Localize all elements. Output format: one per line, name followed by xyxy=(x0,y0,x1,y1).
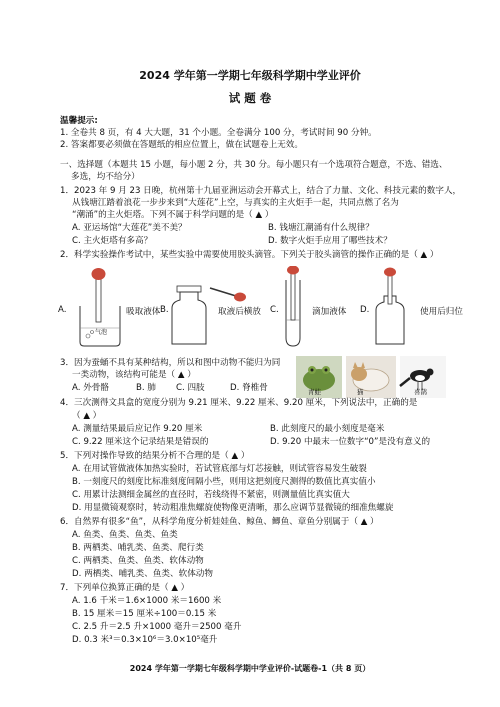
q6-option-d: D. 两栖类、哺乳类、鱼类、软体动物 xyxy=(72,569,213,579)
figure-d-dropper-bottle-icon xyxy=(376,268,404,345)
q1-option-c: C. 主火炬塔有多高？ xyxy=(72,236,153,246)
q1-option-b: B. 钱塘江潮涌有什么规律？ xyxy=(268,223,374,233)
q5-stem: 5．下列对操作导致的结果分析不合理的是（ ▲ ） xyxy=(60,451,250,461)
q2-label-d: D. xyxy=(360,305,370,315)
q2-text-d: 使用后归位 xyxy=(420,307,463,317)
q7-option-a: A. 1.6 千米＝1.6×1000 米＝1600 米 xyxy=(72,596,222,606)
q4-option-a: A. 测量结果最后应记作 9.20 厘米 xyxy=(72,424,203,434)
q4-stem-2: （ ▲ ） xyxy=(72,411,102,421)
q2-label-c: C. xyxy=(270,305,279,315)
q7-option-b: B. 15 厘米＝15 厘米÷100＝0.15 米 xyxy=(72,609,217,619)
figure-c-test-tube-icon xyxy=(286,266,300,346)
q4-option-c: C. 9.22 厘米这个记录结果是错误的 xyxy=(72,437,209,447)
q4-option-d: D. 9.20 中最末一位数字“0”是没有意义的 xyxy=(270,437,431,447)
section-heading-cont: 多选，均不给分） xyxy=(71,172,140,182)
q3-stem-2: 一类动物，该结构可能是（ ▲ ） xyxy=(72,370,196,380)
q3-option-c: C. 四肢 xyxy=(176,383,205,393)
q7-stem: 7．下列单位换算正确的是（ ▲ ） xyxy=(60,583,190,593)
q3-img-label-frog: 青蛙 xyxy=(308,388,321,396)
q2-note-bubble: 气泡 xyxy=(95,329,108,336)
q1-option-d: D. 数字火炬手应用了哪些技术？ xyxy=(268,236,392,246)
q3-stem-1: 3．因为蚕蛹不具有某种结构，所以和图中动物不能归为同 xyxy=(60,358,281,368)
q5-option-a: A. 在用试管做液体加热实验时，若试管底部与灯芯接触，则试管容易发生破裂 xyxy=(72,464,367,474)
q5-option-c: C. 用累计法测细金属丝的直径时，若线绕得不紧密，则测量值比真实值大 xyxy=(72,490,350,500)
q1-stem-2: 从钱塘江踏着浪花一步步来到“大莲花”上空，与真实的主火炬手一起，共同点燃了名为 xyxy=(72,198,399,208)
q1-stem-1: 1．2023 年 9 月 23 日晚，杭州第十九届亚洲运动会开幕式上，结合了力量、文化、科技元素的数字人， xyxy=(60,186,462,196)
q3-option-a: A. 外骨骼 xyxy=(72,383,109,393)
exam-title: 2024 学年第一学期七年级科学期中学业评价 xyxy=(139,69,361,82)
tips-heading: 温馨提示: xyxy=(60,116,98,126)
q2-stem: 2．科学实验操作考试中，某些实验中需要使用胶头滴管。下列关于胶头滴管的操作正确的是（ ▲ ） xyxy=(60,250,439,260)
q6-option-b: B. 两栖类、哺乳类、鱼类、爬行类 xyxy=(72,543,204,553)
page-footer: 2024 学年第一学期七年级科学期中学业评价-试题卷-1（共 8 页） xyxy=(129,664,371,673)
q5-option-b: B. 一刻度尺的刻度比标准刻度间隔小些，则用这把刻度尺测得的数值比真实值小 xyxy=(72,477,376,487)
q3-option-d: D. 脊椎骨 xyxy=(230,383,268,393)
q2-label-a: A. xyxy=(58,305,67,315)
q3-option-b: B. 肺 xyxy=(136,383,156,393)
q2-label-b: B. xyxy=(160,305,169,315)
q3-img-label-magpie: 喜鹊 xyxy=(414,388,427,396)
q7-option-c: C. 2.5 升＝2.5 升×1000 毫升＝2500 毫升 xyxy=(72,622,242,632)
section-heading: 一、选择题（本题共 15 小题，每小题 2 分，共 30 分。每小题只有一个选项符合题意，不选、错选、 xyxy=(60,160,448,170)
tips-line-2: 2. 答案都要必须做在答题纸的相应位置上，做在试题卷上无效。 xyxy=(60,140,303,150)
q6-stem: 6．自然界有很多“鱼”，从科学角度分析娃娃鱼、鲸鱼、鲫鱼、章鱼分别属于（ ▲ ） xyxy=(60,517,379,527)
cat-icon xyxy=(346,356,396,398)
q6-option-a: A. 鱼类、鱼类、鱼类、鱼类 xyxy=(72,530,178,540)
q5-option-d: D. 用显微镜观察时，转动粗准焦螺旋使物像更清晰，那么应调节显微镜的细准焦螺旋 xyxy=(72,503,394,513)
q2-text-b: 取液后横放 xyxy=(218,307,261,317)
q2-text-a: 吸取液体 xyxy=(126,307,161,317)
q1-stem-3: “潮涌”的主火炬塔。下列不属于科学问题的是（ ▲ ） xyxy=(72,210,274,220)
q4-stem-1: 4．三次测得文具盒的宽度分别为 9.21 厘米、9.22 厘米、9.20 厘米，下列说法中，正确的是 xyxy=(60,398,418,408)
tips-line-1: 1. 全卷共 8 页，有 4 大大题，31 个小题。全卷满分 100 分，考试时间 90 分钟。 xyxy=(60,128,377,138)
exam-subtitle: 试 题 卷 xyxy=(228,91,272,105)
q4-option-b: B. 此刻度尺的最小刻度是毫米 xyxy=(270,424,385,434)
q3-img-label-cat: 猫 xyxy=(357,388,364,396)
q1-option-a: A. 亚运场馆“大莲花”美不美？ xyxy=(72,223,187,233)
q2-text-c: 滴加液体 xyxy=(312,307,347,317)
q7-option-d: D. 0.3 米³＝0.3×10⁶＝3.0×10⁵毫升 xyxy=(72,635,218,645)
q6-option-c: C. 两栖类、鱼类、鱼类、软体动物 xyxy=(72,556,204,566)
